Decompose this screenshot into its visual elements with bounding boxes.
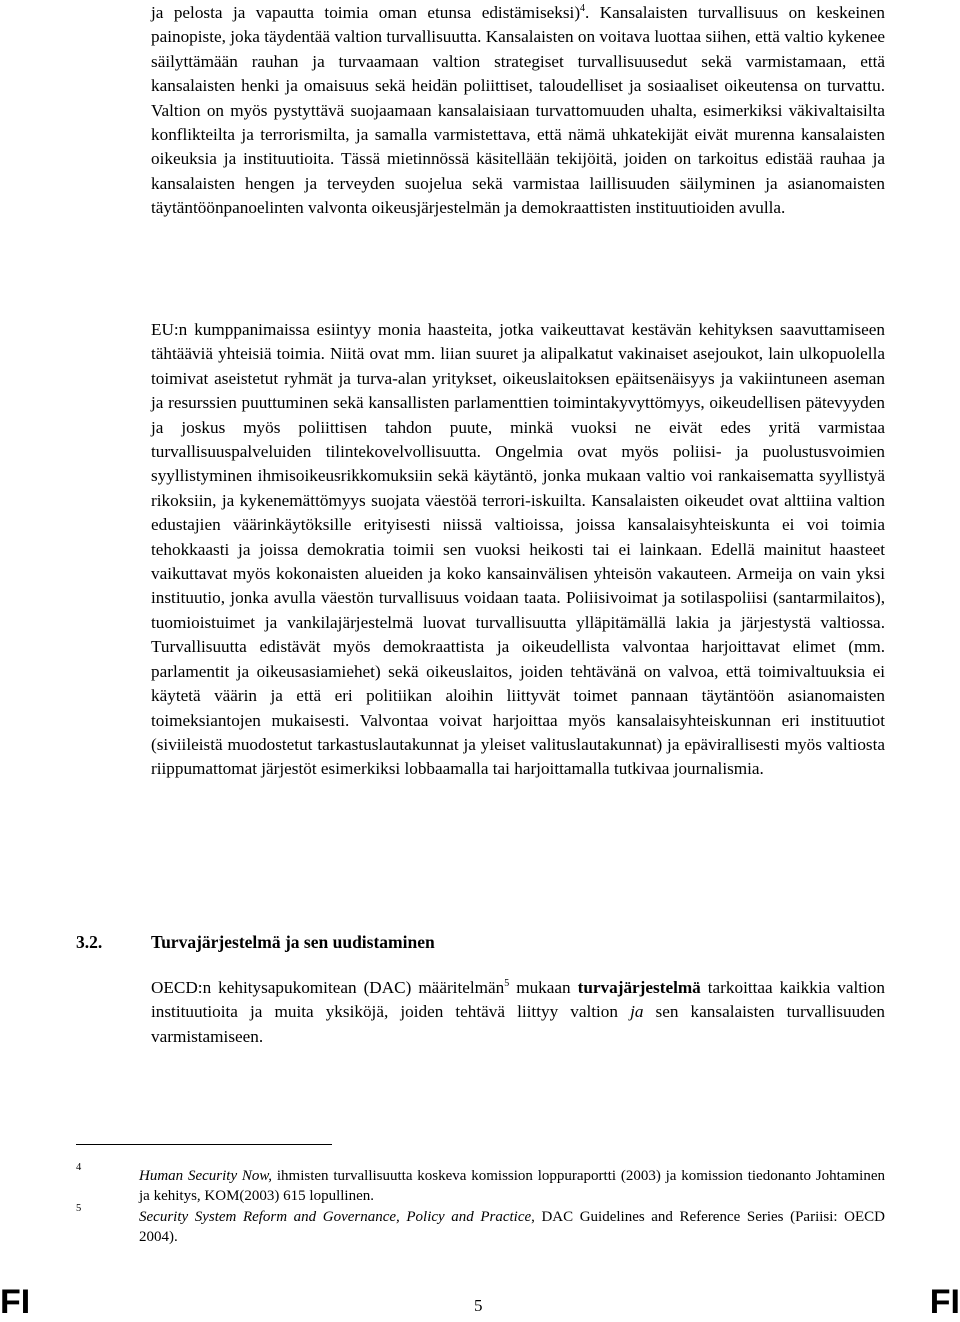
paragraph-3 [151,976,885,1049]
footnote-5-body [139,1208,885,1248]
paragraph-3-text-b: mukaan [509,978,578,997]
footnote-4-body [139,1167,885,1207]
paragraph-1-start: ja pelosta ja vapautta toimia oman etunsa edistämiseksi) [151,3,581,22]
term-turvajarjestelma: turvajärjestelmä [577,978,701,997]
footnote-4 [76,1162,885,1207]
page-number: 5 [474,1296,483,1315]
paragraph-3-text-d: sen kansalaisten turvallisuuden varmistamiseen. [151,1002,885,1046]
footnote-4-text: ihmisten turvallisuutta koskeva komission loppuraportti (2003) ja komission tiedonanto Johtaminen ja kehitys, KOM(2003) 615 lopullinen. [139,1168,885,1204]
footnote-ref-4[interactable]: 4 [580,3,586,14]
footnote-4-title: Human Security Now, [139,1168,273,1184]
footnote-separator [76,1144,332,1145]
paragraph-3-text-c: tarkoittaa kaikkia valtion instituutioita ja muita yksiköjä, joiden tehtävä liittyy valtion [151,978,885,1022]
footnote-ref-5[interactable]: 5 [504,978,510,989]
section-heading [76,932,435,953]
emphasis-ja: ja [630,1002,644,1022]
section-number: 3.2. [76,932,103,952]
language-code-left: FI [0,1283,31,1321]
language-code-right: FI [929,1283,960,1321]
footnote-5-mark: 5 [76,1203,82,1214]
section-title: Turvajärjestelmä ja sen uudistaminen [151,932,435,952]
paragraph-1 [151,1,885,221]
paragraph-1-rest: . Kansalaisten turvallisuus on keskeinen painopiste, joka täydentää valtion turvallisuutta. Kansalaisten on voitava luottaa siihen, että valtio kykenee säilyttämään rauhan ja turvaamaan valtion strategiset turvallisuusedut sekä varmistamaan, että kansalaisten henki ja omaisuus sekä heidän poliittiset, taloudelliset ja sosiaaliset oikeutensa on turvattu. Valtion on myös pystyttävä suojaamaan kansalaisiaan turvattomuuden uhalta, esimerkiksi väkivaltaisilta konflikteilta ja terrorismilta, ja samalla varmistettava, että nämä uhkatekijät eivät murenna kansalaisten oikeuksia ja instituutioita. Tässä mietinnössä käsitellään tekijöitä, joiden on tarkoitus edistää rauhaa ja kansalaisten hengen ja terveyden suojelua sekä varmistaa laillisuuden säilyminen ja asianomaisten täytäntöönpanoelinten valvonta oikeusjärjestelmän ja demokraattisten instituutioiden avulla. [151,3,885,218]
footnote-5-text: , DAC Guidelines and Reference Series (Pariisi: OECD 2004). [139,1209,885,1245]
footnote-5 [76,1203,885,1248]
footnote-5-title: Security System Reform and Governance, Policy and Practice [139,1209,532,1225]
paragraph-3-start: OECD:n kehitysapukomitean (DAC) määritelmän [151,978,505,997]
paragraph-2: EU:n kumppanimaissa esiintyy monia haasteita, jotka vaikeuttavat kestävän kehityksen saavuttamiseen tähtääviä yhteisiä toimia. Niitä ovat mm. liian suuret ja alipalkatut vakinaiset asejoukot, lain ulkopuolella toimivat aseistetut ryhmät ja turva-alan yritykset, oikeuslaitoksen epäitsenäisyys ja vakiintuneen aseman ja resurssien puuttuminen sekä kansallisten parlamenttien toimintakyvyttömyys, oikeudellisen pätevyyden ja joskus myös poliittisen tahdon puute, minkä vuoksi ne eivät edes yritä varmistaa turvallisuuspalveluiden tilintekovelvollisuutta. Ongelmia ovat myös poliisi- ja puolustusvoimien syyllistyminen ihmisoikeusrikkomuksiin sekä käytäntö, jonka mukaan valtio voi rankaisematta syyllistyä rikoksiin, ja kykenemättömyys suojata väestöä terrori-iskuilta. Kansalaisten oikeudet ovat alttiina valtion edustajien väärinkäytöksille erityisesti niissä valtioissa, joissa kansalaisyhteiskunta ei voi toimia tehokkaasti ja joissa demokratia toimii sen vuoksi heikosti tai ei lainkaan. Edellä mainitut haasteet vaikuttavat myös kokonaisten alueiden ja koko kansainvälisen yhteisön vakauteen. Armeija on vain yksi instituutio, jonka avulla väestön turvallisuus voidaan taata. Poliisivoimat ja sotilaspoliisi (santarmilaitos), tuomioistuimet ja vankilajärjestelmä luovat turvallisuutta ylläpitämällä lakia ja järjestystä valtiossa. Turvallisuutta edistävät myös demokraattista ja oikeudellista valvontaa harjoittavat elimet (mm. parlamentit ja oikeusasiamiehet) sekä oikeuslaitos, joiden tehtävänä on valvoa, että toimivaltuuksia ei käytetä väärin ja että eri politiikan aloihin liittyvät toimet pannaan täytäntöön asianomaisten toimeksiantojen mukaisesti. Valvontaa voivat harjoittaa myös kansalaisyhteiskunnan eri instituutiot (siviileistä muodostetut tarkastuslautakunnat ja yleiset valituslautakunnat) ja epävirallisesti myös valtiosta riippumattomat järjestöt esimerkiksi lobbaamalla tai harjoittamalla tutkivaa journalismia. [151,320,885,779]
page-footer [0,1282,960,1322]
footnote-4-mark: 4 [76,1162,82,1173]
